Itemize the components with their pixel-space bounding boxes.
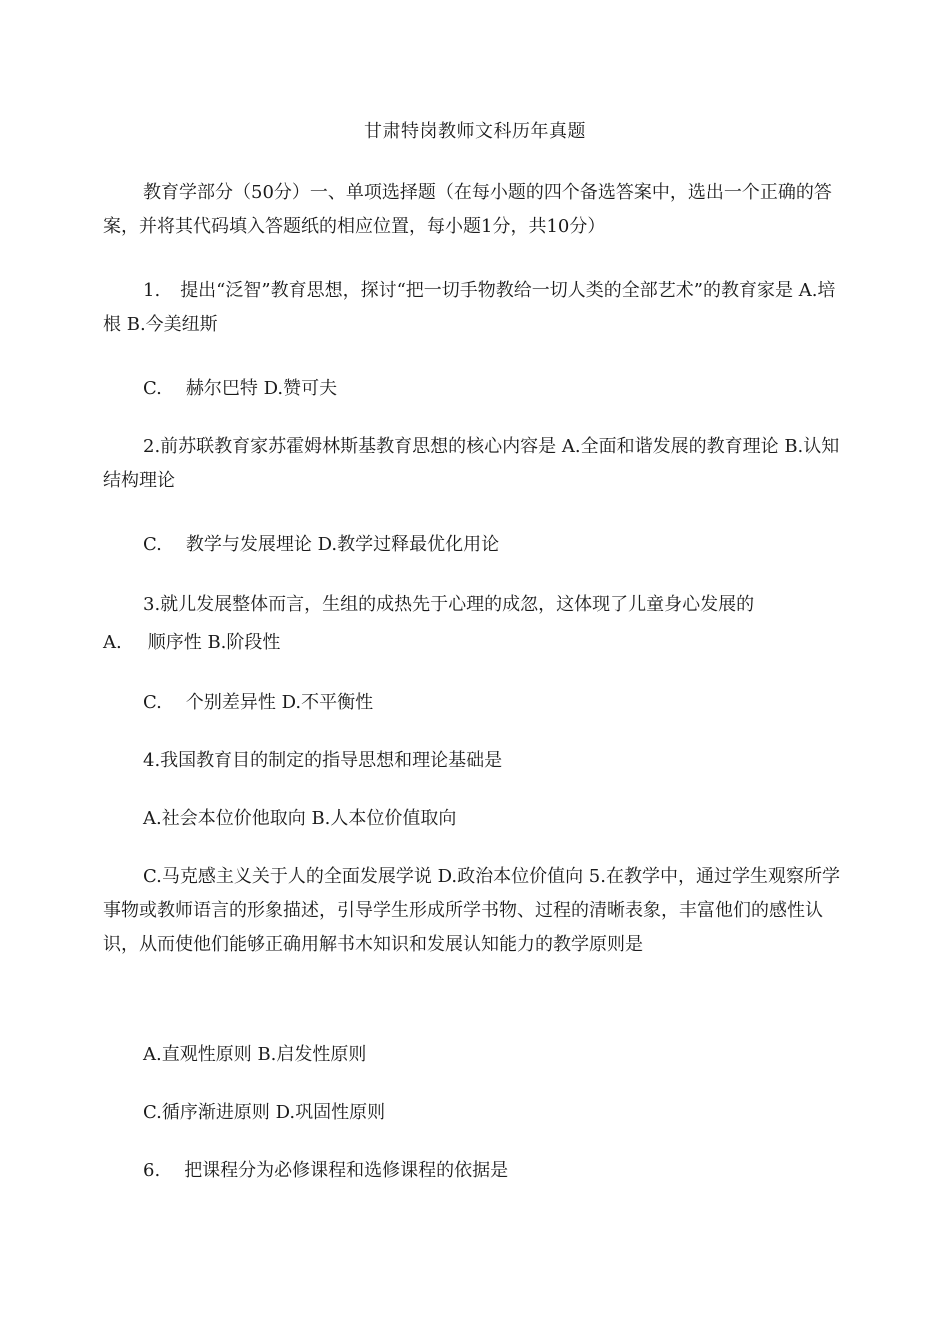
document-title: 甘肃特岗教师文科历年真题 [364,121,586,142]
question-4-options-ab: A.社会本位价他取向 B.人本位价值取向 [143,808,457,829]
question-4-options-cd-and-question-5: C.马克感主义关于人的全面发展学说 D.政治本位价值向 5.在教学中，通过学生观察所学事物或教师语言的形象描述，引导学生形成所学书物、过程的清晰表象，丰富他们的感性认识，从而使他们能够正确用解书木知识和发展认知能力的教学原则是 [103,866,840,955]
option-c-label: C. [143,534,162,555]
option-ab-text: 顺序性 B.阶段性 [147,632,281,653]
option-cd-text: 个别差异性 D.不平衡性 [185,692,374,713]
question-1-number: 1. [143,280,161,301]
option-a-label: A. [103,632,122,653]
question-1-options-cd [103,372,845,406]
option-cd-text: 教学与发展埋论 D.教学过释最优化用论 [185,534,500,555]
question-2: 2.前苏联教育家苏霍姆林斯基教育思想的核心内容是 A.全面和谐发展的教育理论 B.认知结构理论 [103,436,840,491]
option-cd-text: 赫尔巴特 D.赞可夫 [185,378,338,399]
option-c-label: C. [143,692,162,713]
question-6-number: 6. [143,1160,161,1181]
question-1-text: 提出“泛智”教育思想，探讨“把一切手物教给一切人类的全部艺术”的教育家是 A.培根 B.今美纽斯 [103,280,836,335]
question-3-options-cd [103,686,845,720]
question-6 [103,1154,845,1188]
question-5-options-cd: C.循序渐进原则 D.巩固性原则 [143,1102,386,1123]
question-4: 4.我国教育目的制定的指导思想和理论基础是 [143,750,503,771]
question-3: 3.就儿发展整体而言，生组的成热先于心理的成忽，这体现了儿童身心发展的 [143,594,755,615]
question-5-options-ab: A.直观性原则 B.启发性原则 [143,1044,367,1065]
question-6-text: 把课程分为必修课程和选修课程的依据是 [184,1160,509,1181]
question-3-options-ab [103,626,845,660]
question-2-options-cd [103,528,845,562]
section-intro: 教育学部分（50分）一、单项选择题（在每小题的四个备选答案中，选出一个正确的答案，并将其代码填入答题纸的相应位置，每小题1分，共10分） [103,182,832,237]
option-c-label: C. [143,378,162,399]
question-1 [103,274,845,342]
